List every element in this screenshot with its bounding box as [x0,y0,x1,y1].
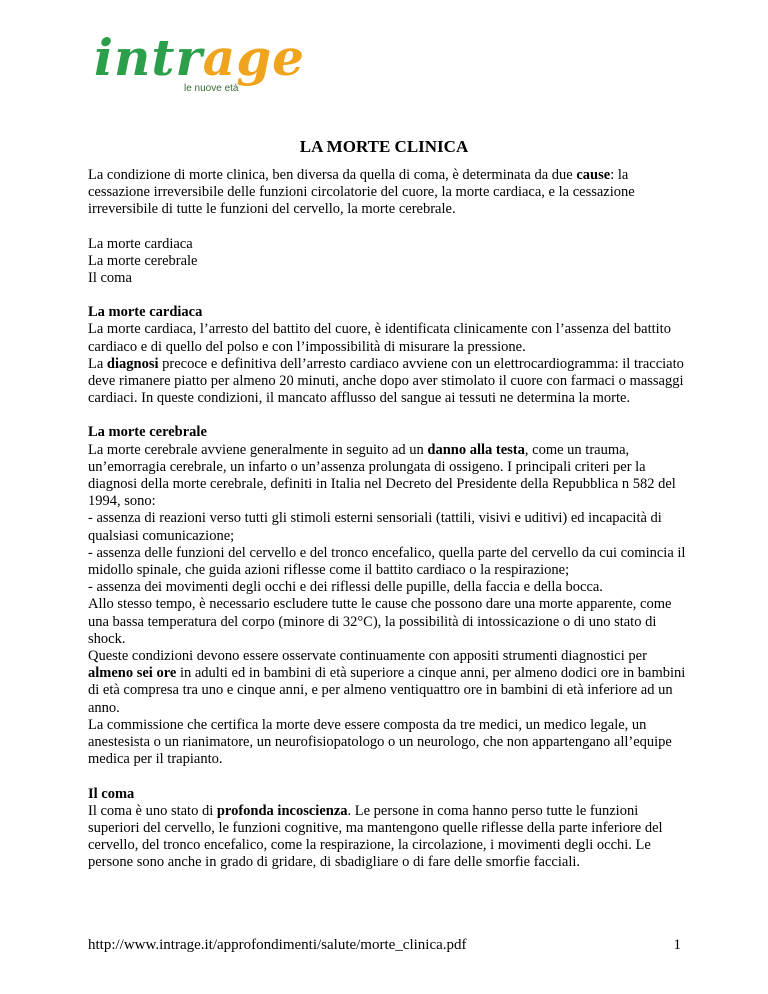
paragraph: Allo stesso tempo, è necessario escludere tutte le cause che possono dare una morte apparente, come una bassa temperatura del corpo (minore di 32°C), la possibilità di intossicazione o di uno stato di shock. [88,596,672,647]
paragraph: Queste condizioni devono essere osservate continuamente con appositi strumenti diagnostici per almeno sei ore in adulti ed in bambini di età superiore a cinque anni, per almeno dodici ore in bambini di età compresa tra uno e cinque anni, e per almeno ventiquattro ore in bambini di età inferiore ad un anno. [88,648,686,716]
page-title: LA MORTE CLINICA [299,137,469,156]
section-morte-cerebrale [88,424,688,768]
paragraph: La diagnosi precoce e definitiva dell’arresto cardiaco avviene con un elettrocardiogramma: il tracciato deve rimanere piatto per almeno 20 minuti, anche dopo aver stimolato il cuore con farmaci o massaggi cardiaci. In queste condizioni, il mancato afflusso del sangue ai tessuti ne determina la morte. [88,355,684,407]
criteria-item: - assenza dei movimenti degli occhi e dei riflessi delle pupille, della faccia e della bocca. [88,579,603,596]
section-list-item: La morte cardiaca [88,235,193,252]
paragraph: Il coma è uno stato di profonda incoscienza. Le persone in coma hanno perso tutte le funzioni superiori del cervello, le funzioni cognitive, ma mantengono quelle riflesse della parte inferiore del cervello, del tronco encefalico, come la respirazione, la circolazione, i movimenti degli occhi. Le persone sono anche in grado di gridare, di sbadigliare o di fare delle smorfie facciali. [88,802,663,871]
paragraph: La commissione che certifica la morte deve essere composta da tre medici, un medico legale, un anestesista o un rianimatore, un neurofisiopatologo o un neurologo, che non appartengano all’equipe medica per il trapianto. [88,716,672,768]
criteria-item: - assenza delle funzioni del cervello e del tronco encefalico, quella parte del cervello da cui comincia il midollo spinale, che guida azioni riflesse come il battito cardiaco o la respirazione; [88,544,686,579]
section-coma [88,786,688,872]
logo-wordmark: intrage [94,28,305,87]
section-list [88,236,688,288]
paragraph: La morte cardiaca, l’arresto del battito del cuore, è identificata clinicamente con l’assenza del battito cardiaco e di quello del polso e con l’impossibilità di misurare la pressione. [88,321,671,355]
section-heading: La morte cerebrale [88,424,207,441]
footer-url: http://www.intrage.it/approfondimenti/salute/morte_clinica.pdf [88,937,467,953]
logo-tagline: le nuove età [184,83,239,94]
intro-paragraph: La condizione di morte clinica, ben diversa da quella di coma, è determinata da due cause: la cessazione irreversibile delle funzioni circolatorie del cuore, la morte cardiaca, e la cessazione irreversibile di tutte le funzioni del cervello, la morte cerebrale. [88,167,635,218]
paragraph: La morte cerebrale avviene generalmente in seguito ad un danno alla testa, come un trauma, un’emorragia cerebrale, un infarto o un’assenza prolungata di ossigeno. I principali criteri per la diagnosi della morte cerebrale, definiti in Italia nel Decreto del Presidente della Repubblica n 582 del 1994, sono: [88,441,676,510]
criteria-item: - assenza di reazioni verso tutti gli stimoli esterni sensoriali (tattili, visivi e uditivi) ed incapacità di qualsiasi comunicazione; [88,510,662,544]
section-heading: La morte cardiaca [88,304,203,321]
section-heading: Il coma [88,785,135,802]
section-morte-cardiaca [88,304,688,407]
document-body [88,167,688,872]
section-list-item: Il coma [88,270,132,287]
page-number: 1 [673,937,681,953]
section-list-item: La morte cerebrale [88,252,198,269]
intrage-logo [94,28,305,100]
